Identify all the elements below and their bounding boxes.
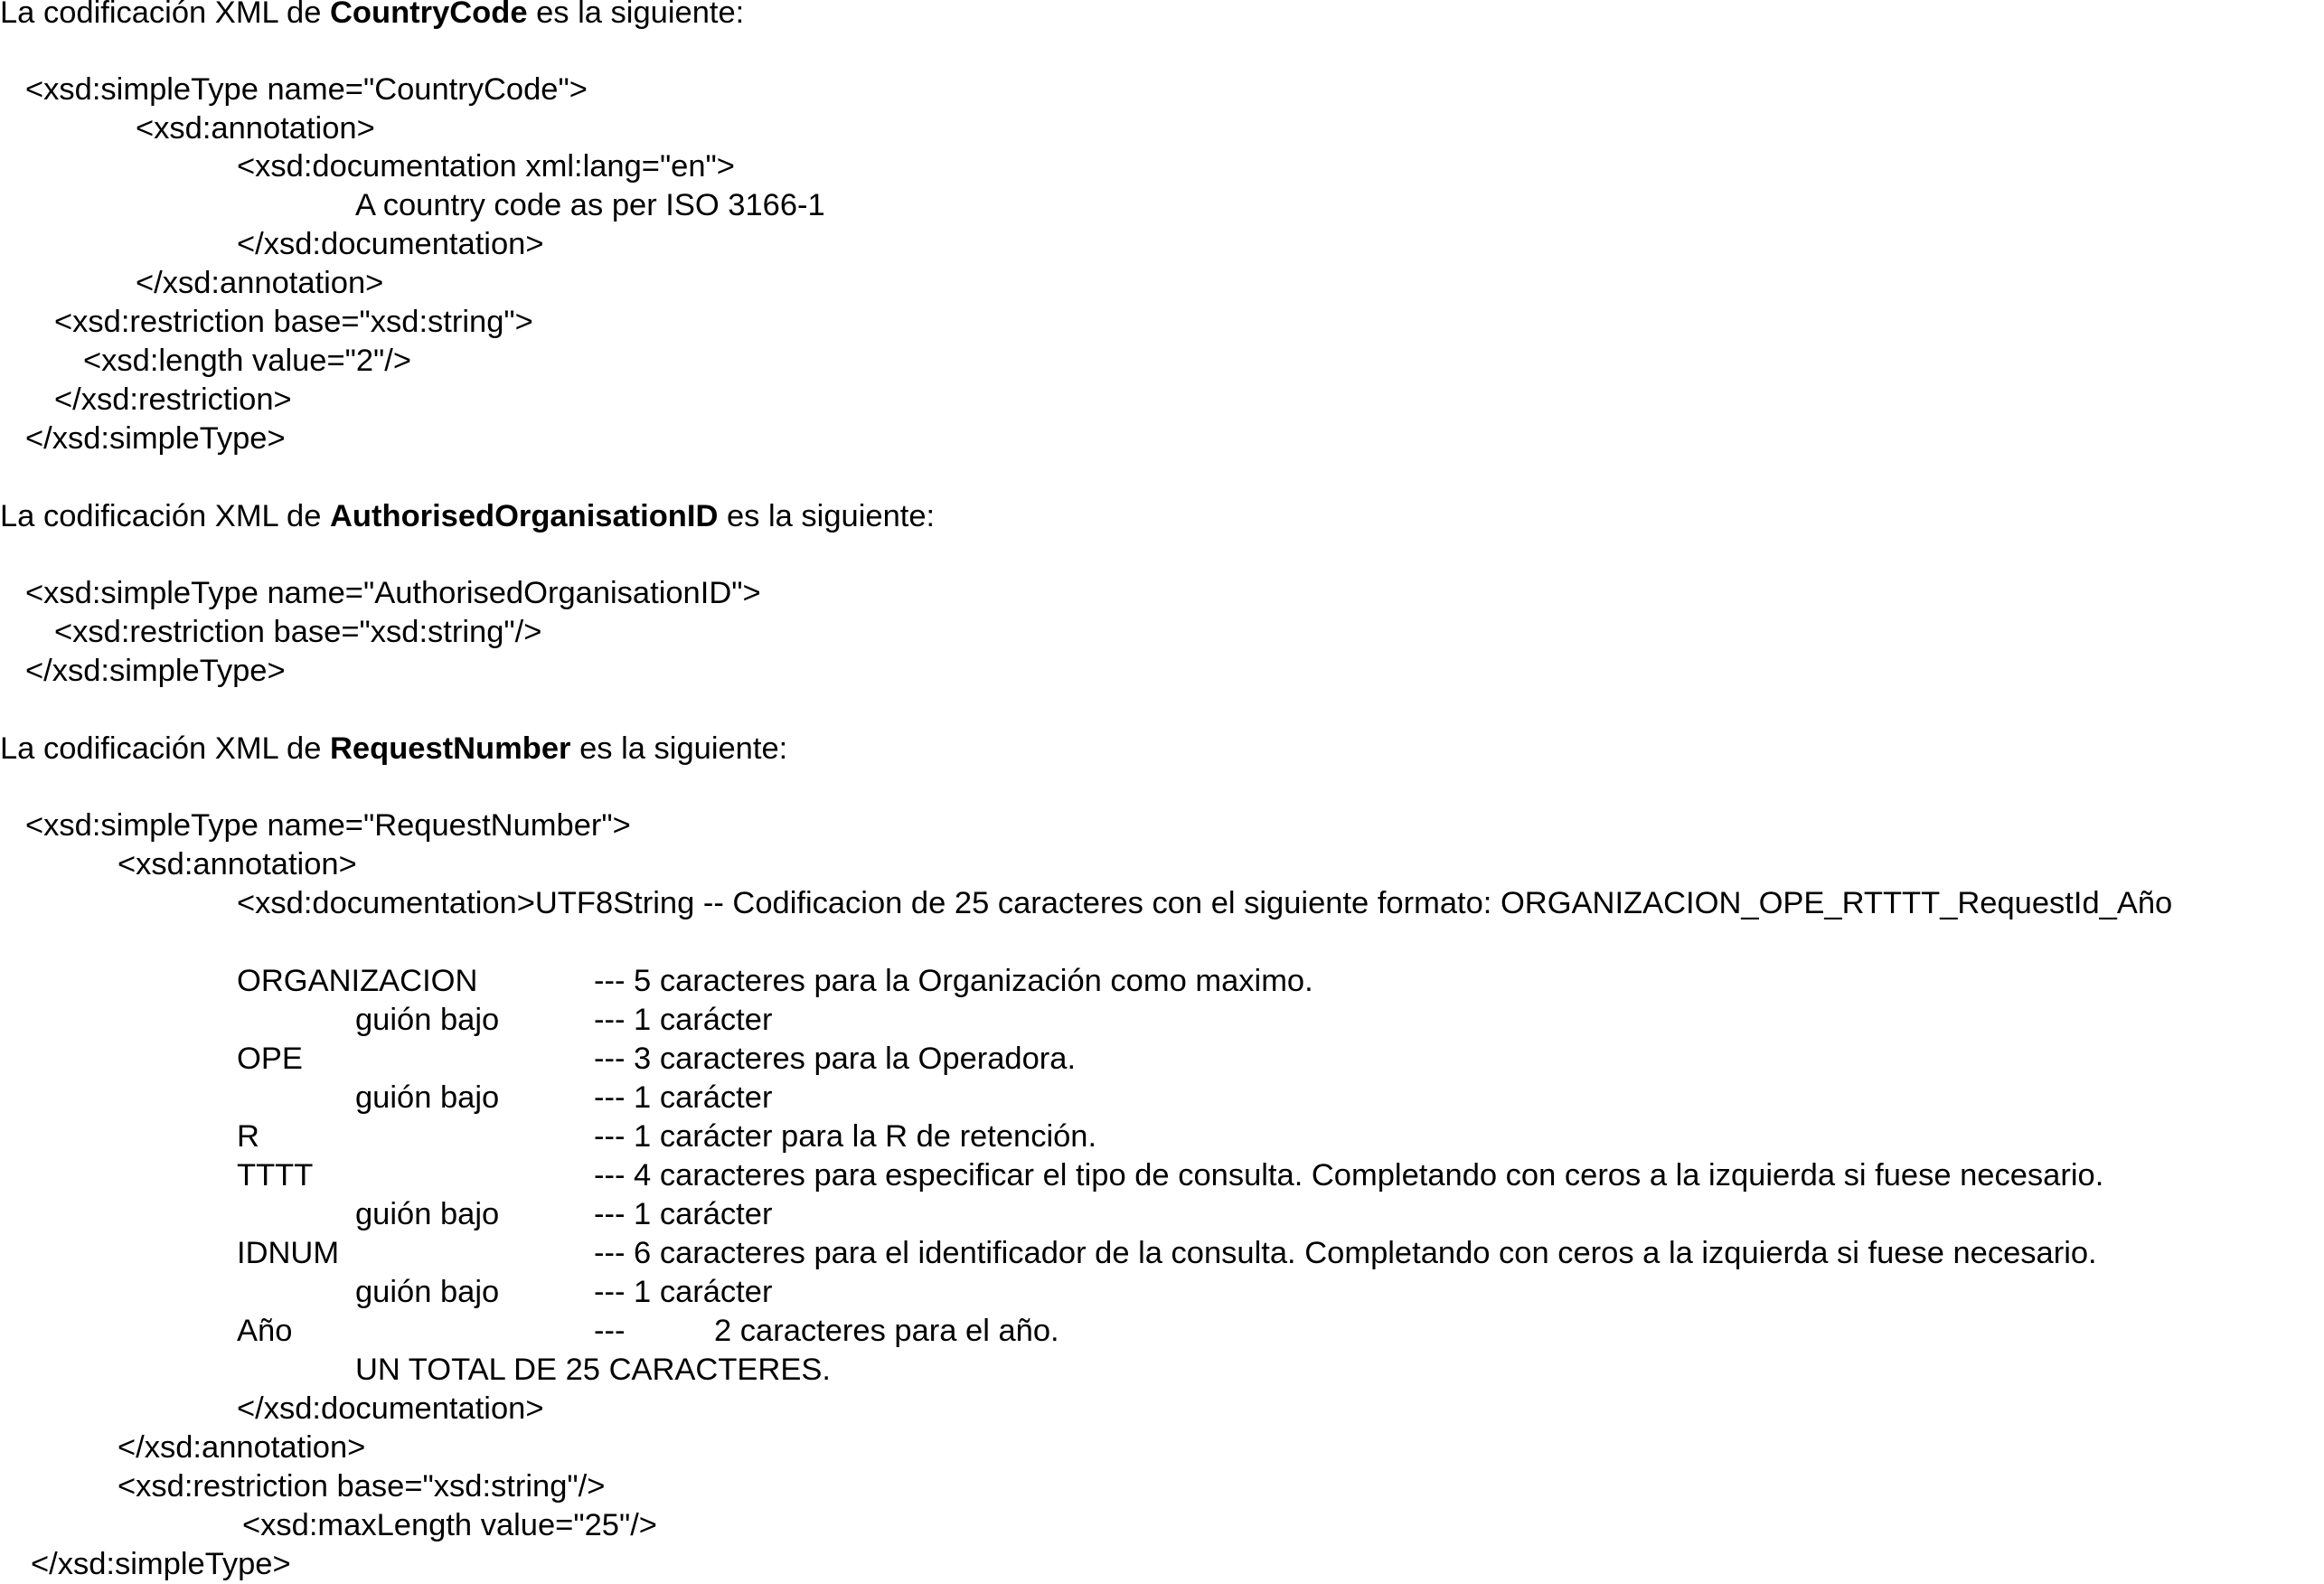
code-line: <xsd:simpleType name="AuthorisedOrganisationID"> — [25, 576, 761, 610]
code-line: <xsd:restriction base="xsd:string"> — [54, 305, 533, 339]
intro-prefix: La codificación XML de — [0, 499, 331, 533]
format-desc: 2 caracteres para el año. — [714, 1314, 1059, 1348]
intro-prefix: La codificación XML de — [0, 731, 331, 766]
code-line: </xsd:documentation> — [237, 1391, 544, 1426]
format-desc: --- 1 carácter — [594, 1197, 773, 1231]
format-field: guión bajo — [355, 1275, 500, 1309]
code-line: <xsd:annotation> — [136, 111, 375, 146]
format-field: guión bajo — [355, 1003, 500, 1037]
type-name: AuthorisedOrganisationID — [330, 499, 719, 533]
code-line: </xsd:annotation> — [118, 1430, 366, 1465]
code-line: </xsd:annotation> — [136, 266, 384, 300]
intro-requestnumber — [0, 731, 787, 768]
code-line: <xsd:simpleType name="CountryCode"> — [25, 72, 588, 107]
format-desc: --- 6 caracteres para el identificador de la consulta. Completando con ceros a la izquierda si fuese necesario. — [594, 1236, 2097, 1270]
code-line: <xsd:restriction base="xsd:string"/> — [118, 1469, 606, 1504]
format-field: OPE — [237, 1042, 303, 1076]
format-field: R — [237, 1119, 259, 1154]
format-desc: --- 5 caracteres para la Organización como maximo. — [594, 964, 1313, 998]
code-line: <xsd:restriction base="xsd:string"/> — [54, 615, 542, 649]
format-field: TTTT — [237, 1158, 314, 1193]
intro-suffix: es la siguiente: — [570, 731, 788, 766]
format-desc: --- 4 caracteres para especificar el tipo de consulta. Completando con ceros a la izquierda si fuese necesario. — [594, 1158, 2104, 1193]
intro-countrycode — [0, 0, 744, 33]
format-desc: --- 1 carácter — [594, 1080, 773, 1115]
code-line: </xsd:documentation> — [237, 227, 544, 261]
type-name: RequestNumber — [330, 731, 571, 766]
code-line: <xsd:maxLength value="25"/> — [242, 1508, 657, 1542]
code-line: <xsd:length value="2"/> — [83, 344, 412, 378]
type-name: CountryCode — [330, 0, 528, 30]
code-line: A country code as per ISO 3166-1 — [355, 188, 825, 222]
intro-prefix: La codificación XML de — [0, 0, 331, 30]
code-line: </xsd:simpleType> — [31, 1547, 291, 1581]
intro-suffix: es la siguiente: — [718, 499, 936, 533]
code-line: <xsd:annotation> — [118, 847, 357, 882]
total-line: UN TOTAL DE 25 CARACTERES. — [355, 1353, 831, 1387]
format-desc: --- 1 carácter para la R de retención. — [594, 1119, 1097, 1154]
code-line: <xsd:simpleType name="RequestNumber"> — [25, 808, 631, 843]
code-line: </xsd:restriction> — [54, 382, 292, 417]
format-field: IDNUM — [237, 1236, 340, 1270]
format-desc: --- 1 carácter — [594, 1003, 773, 1037]
code-line: <xsd:documentation xml:lang="en"> — [237, 149, 735, 184]
code-line: </xsd:simpleType> — [25, 421, 286, 456]
intro-authorisedorganisationid — [0, 498, 935, 536]
format-dash: --- — [594, 1314, 626, 1348]
code-line: </xsd:simpleType> — [25, 654, 286, 688]
code-line: <xsd:documentation>UTF8String -- Codificacion de 25 caracteres con el siguiente formato: ORGANIZACION_OPE_RTTTT_RequestId_Año — [237, 886, 2173, 920]
format-field: guión bajo — [355, 1080, 500, 1115]
format-desc: --- 1 carácter — [594, 1275, 773, 1309]
format-field: Año — [237, 1314, 293, 1348]
format-field: ORGANIZACION — [237, 964, 478, 998]
intro-suffix: es la siguiente: — [527, 0, 745, 30]
format-desc: --- 3 caracteres para la Operadora. — [594, 1042, 1077, 1076]
format-field: guión bajo — [355, 1197, 500, 1231]
